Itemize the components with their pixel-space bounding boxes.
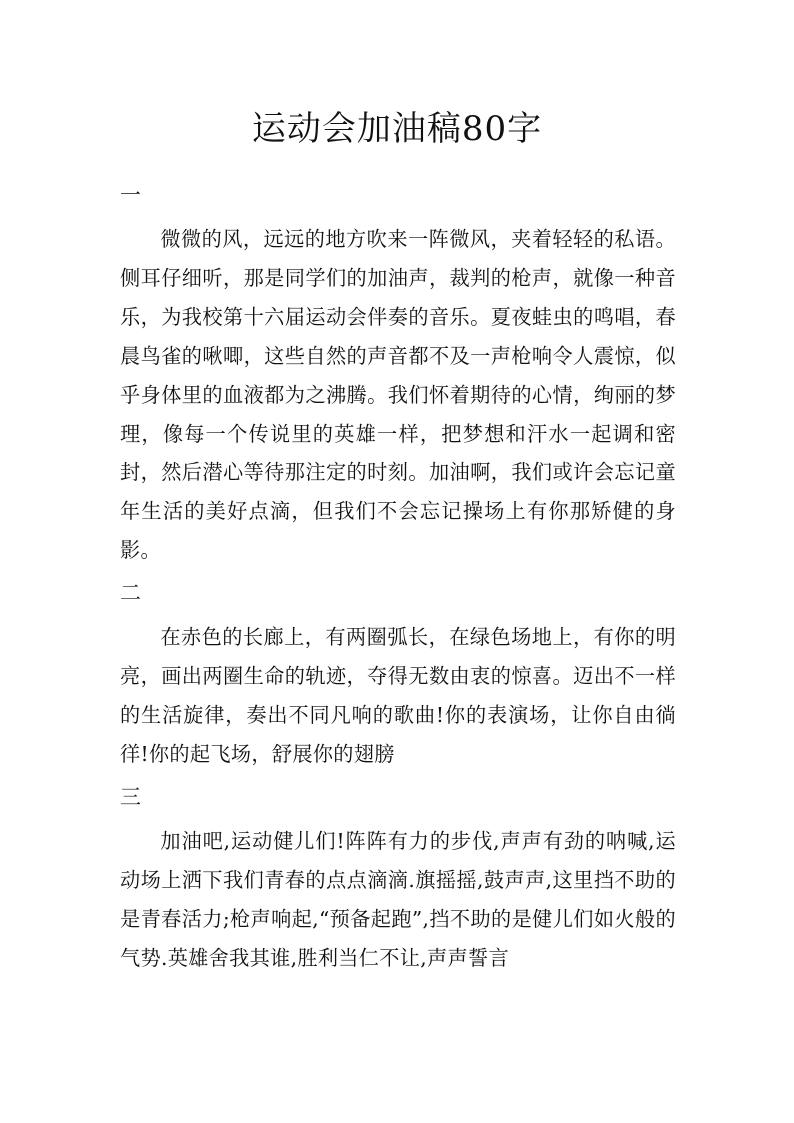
document-title: 运动会加油稿80字 — [251, 109, 543, 149]
section-heading-3: 三 — [120, 784, 141, 809]
section-paragraph-2: 在赤色的长廊上，有两圈弧长，在绿色场地上，有你的明亮，画出两圈生命的轨迹，夺得无数由衷的惊喜。迈出不一样的生活旋律，奏出不同凡响的歌曲!你的表演场，让你自由徜徉!你的起飞场，舒展你的翅膀 — [120, 625, 676, 766]
section-paragraph-3: 加油吧,运动健儿们!阵阵有力的步伐,声声有劲的呐喊,运动场上洒下我们青春的点点滴滴.旗摇摇,鼓声声,这里挡不助的是青春活力;枪声响起,“预备起跑”,挡不助的是健儿们如火般的气势.英雄舍我其谁,胜利当仁不让,声声誓言 — [120, 828, 676, 970]
section-paragraph-1: 微微的风，远远的地方吹来一阵微风，夹着轻轻的私语。侧耳仔细听，那是同学们的加油声，裁判的枪声，就像一种音乐，为我校第十六届运动会伴奏的音乐。夏夜蛙虫的鸣唱，春晨鸟雀的啾唧，这些自然的声音都不及一声枪响令人震惊，似乎身体里的血液都为之沸腾。我们怀着期待的心情，绚丽的梦理，像每一个传说里的英雄一样，把梦想和汗水一起调和密封，然后潜心等待那注定的时刻。加油啊，我们或许会忘记童年生活的美好点滴，但我们不会忘记操场上有你那矫健的身影。 — [120, 227, 676, 563]
section-heading-1: 一 — [120, 183, 141, 207]
section-heading-2: 二 — [120, 581, 141, 606]
document-body — [120, 176, 676, 981]
